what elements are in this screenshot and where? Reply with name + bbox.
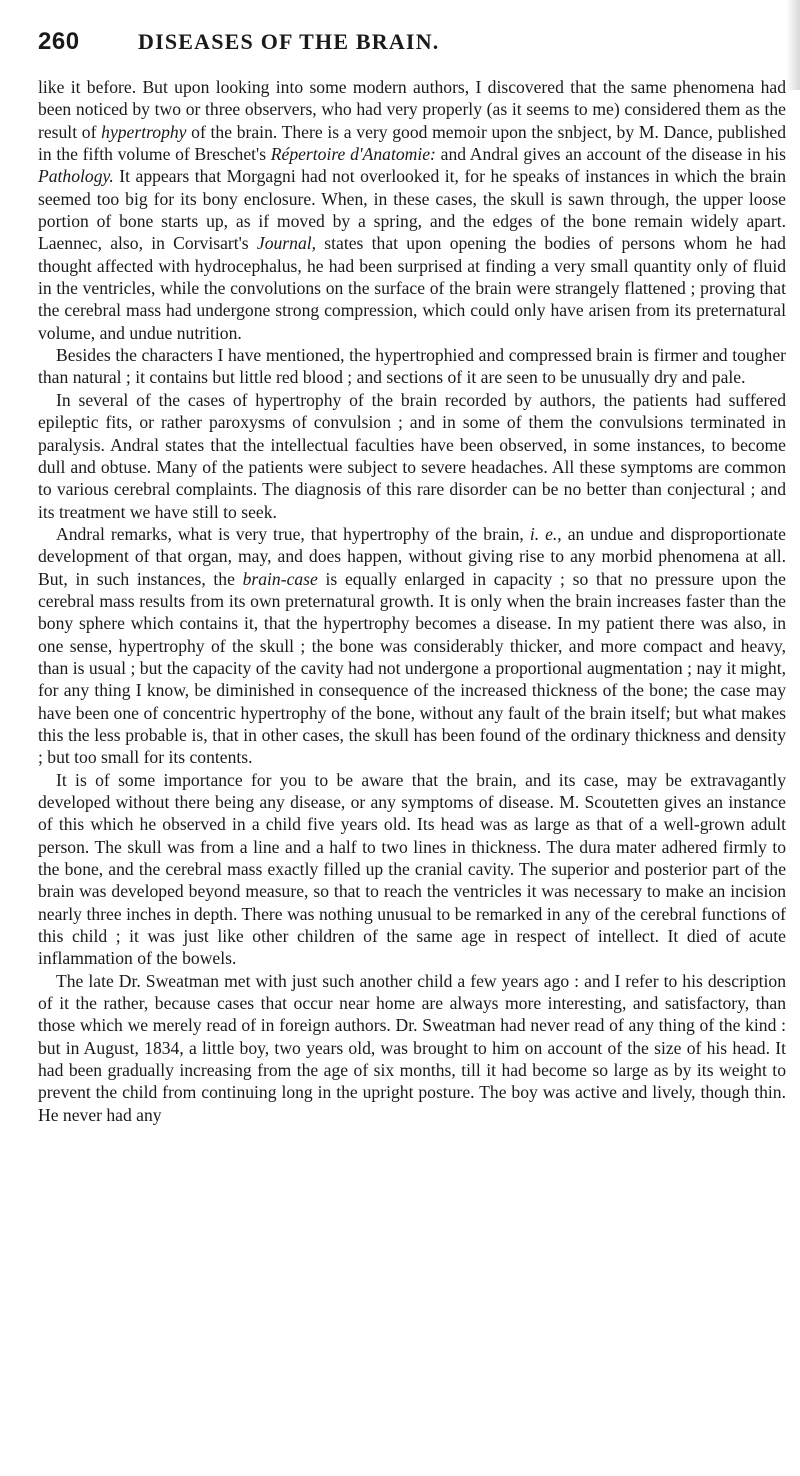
paragraph <box>38 76 786 344</box>
italic-text: i. e., <box>529 523 562 544</box>
paragraph <box>38 970 786 1126</box>
page-number: 260 <box>38 28 80 55</box>
page-edge-shadow <box>786 0 800 90</box>
italic-text: Journal, <box>256 233 317 254</box>
running-title: DISEASES OF THE BRAIN. <box>138 29 440 54</box>
italic-text: Répertoire d'Anatomie: <box>270 144 436 165</box>
text-run: The late Dr. Sweatman met with just such another child a few years ago : and I refer to his description of it the rather, because cases that occur near home are always more interesting, and satisfactory, than those which we merely read of in foreign authors. Dr. Sweatman had never read of any thing of the kind : but in August, 1834, a little boy, two years old, was brought to him on account of the size of his head. It had been gradually increasing from the age of six months, till it had become so large as by its weight to prevent the child from continuing long in the upright posture. The boy was active and lively, though thin. He never had any <box>38 970 786 1125</box>
book-page <box>38 28 786 1126</box>
italic-text: brain-case <box>242 568 318 589</box>
text-run: It appears that Morgagni had not overlooked it, for he speaks of instances in which the brain seemed too big for its bony enclosure. When, in these cases, the skull is sawn through, the upper loose portion of bone starts up, as if moved by a spring, and the edges of the bone remain widely apart. Laennec, also, in Corvisart's <box>38 166 786 254</box>
running-head <box>38 28 786 68</box>
text-run: of the brain. There is a very good memoir upon the snbject, by M. Dance, published in the fifth volume of Breschet's <box>38 121 786 165</box>
italic-text: hypertrophy <box>101 121 187 142</box>
text-run: In several of the cases of hypertrophy of the brain recorded by authors, the patients had suffered epileptic fits, or rather paroxysms of convulsion ; and in some of them the convulsions terminated in paralysis. Andral states that the intellectual faculties have been observed, in some instances, to become dull and obtuse. Many of the patients were subject to severe headaches. All these symptoms are common to various cerebral complaints. The diagnosis of this rare disorder can be no better than conjectural ; and its treatment we have still to seek. <box>38 389 786 522</box>
paragraph <box>38 523 786 769</box>
text-run: like it before. But upon looking into some modern authors, I discovered that the same phenomena had been noticed by two or three observers, who had very properly (as it seems to me) considered them as the result of <box>38 77 786 142</box>
text-run: It is of some importance for you to be aware that the brain, and its case, may be extravagantly developed without there being any disease, or any symptoms of disease. M. Scoutetten gives an instance of this which he observed in a child five years old. Its head was as large as that of a well-grown adult person. The skull was from a line and a half to two lines in thickness. The dura mater adhered firmly to the bone, and the cerebral mass exactly filled up the cranial cavity. The superior and posterior part of the brain was developed beyond measure, so that to reach the ventricles it was necessary to make an incision nearly three inches in depth. There was nothing unusual to be remarked in any of the cerebral functions of this child ; it was just like other children of the same age in respect of intellect. It died of acute inflammation of the bowels. <box>38 769 786 969</box>
paragraph <box>38 344 786 389</box>
paragraph <box>38 389 786 523</box>
paragraph <box>38 769 786 970</box>
text-run: Besides the characters I have mentioned, the hypertrophied and compressed brain is firmer and tougher than natural ; it contains but little red blood ; and sections of it are seen to be unusually dry and pale. <box>38 345 786 388</box>
text-run: Andral remarks, what is very true, that hypertrophy of the brain, <box>56 523 530 544</box>
text-run: an undue and disproportionate development of that organ, may, and does happen, without giving rise to any morbid phenomena at all. But, in such instances, the <box>38 523 786 589</box>
text-run: and Andral gives an account of the disease in his <box>435 144 786 165</box>
text-run: states that upon opening the bodies of persons whom he had thought affected with hydrocephalus, he had been surprised at finding a very small quantity only of fluid in the ventricles, while the convolutions on the surface of the brain were strangely flattened ; proving that the cerebral mass had undergone strong compression, which could only have arisen from its preternatural volume, and undue nutrition. <box>38 233 786 343</box>
italic-text: Pathology. <box>38 166 114 187</box>
text-run: is equally enlarged in capacity ; so that no pressure upon the cerebral mass results from its own preternatural growth. It is only when the brain increases faster than the bony sphere which contains it, that the hypertrophy becomes a disease. In my patient there was also, in one sense, hypertrophy of the skull ; the bone was considerably thicker, and more compact and heavy, than is usual ; but the capacity of the cavity had not undergone a proportional augmentation ; nay it might, for any thing I know, be diminished in consequence of the increased thickness of the bone; the case may have been one of concentric hypertrophy of the bone, without any fault of the brain itself; but what makes this the less probable is, that in other cases, the skull has been found of the ordinary thickness and density ; but too small for its contents. <box>38 568 786 768</box>
body-text <box>38 76 786 1126</box>
